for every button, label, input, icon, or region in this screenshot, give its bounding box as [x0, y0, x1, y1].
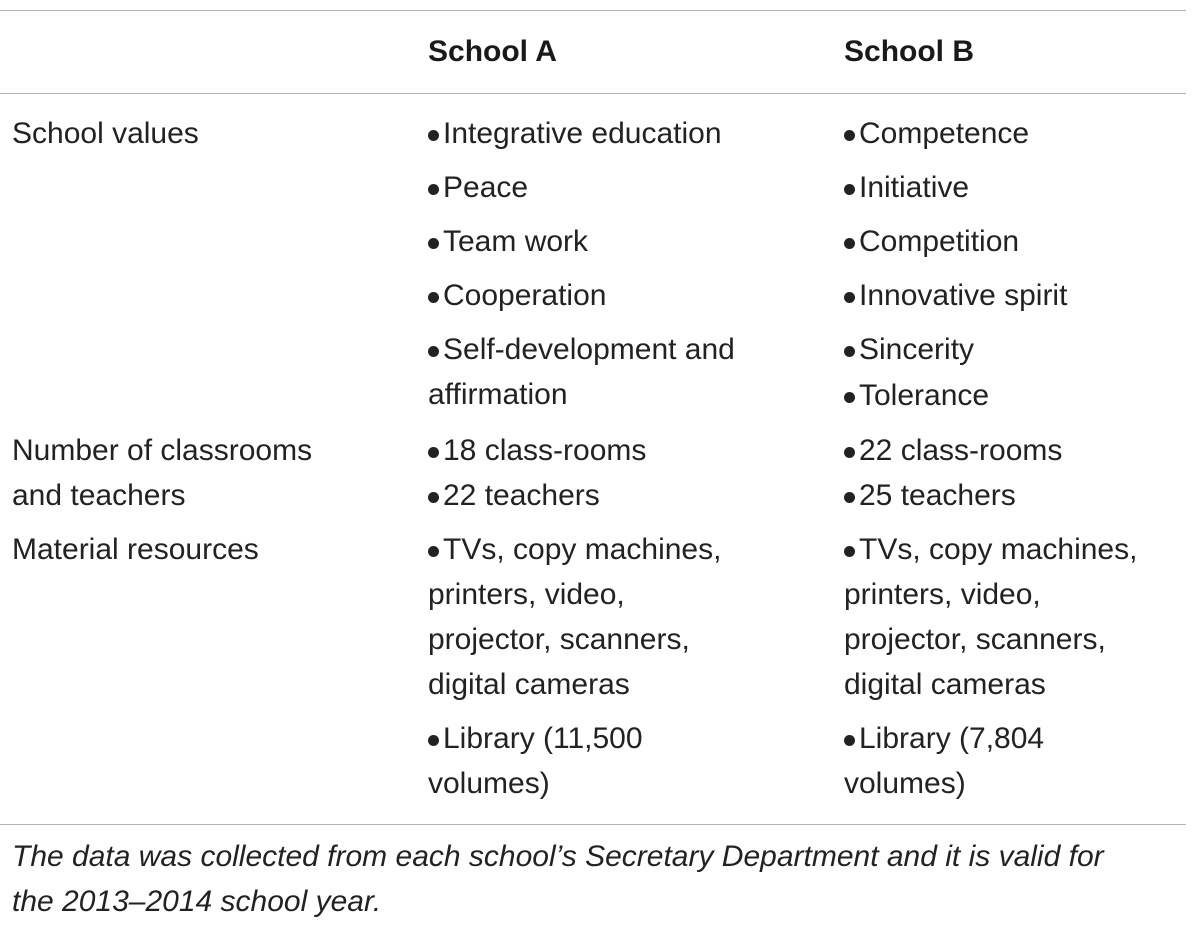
label-line: Material resources	[12, 533, 259, 566]
school-a-resources-list	[428, 527, 808, 806]
bullet-icon	[844, 735, 855, 746]
list-item: Peace	[428, 165, 808, 210]
bullet-icon	[428, 492, 439, 503]
list-item: Library (7,804 volumes)	[844, 722, 1045, 800]
school-b-resources-list	[844, 527, 1184, 806]
list-item: Tolerance	[844, 373, 1184, 418]
bullet-icon	[844, 346, 855, 357]
school-a-values-list	[428, 111, 808, 417]
school-b-classrooms-list	[844, 428, 1184, 518]
list-item: Competition	[844, 219, 1184, 264]
table-footnote	[12, 834, 1192, 924]
bullet-icon	[428, 447, 439, 458]
list-item: TVs, copy machines, printers, video, projector, scanners, digital cameras	[428, 533, 722, 701]
bullet-icon	[428, 735, 439, 746]
footnote-line: the 2013–2014 school year.	[12, 885, 382, 918]
list-item: Integrative education	[428, 111, 808, 156]
header-rule	[0, 93, 1186, 94]
bullet-icon	[428, 130, 439, 141]
list-item: Team work	[428, 219, 808, 264]
bullet-icon	[428, 292, 439, 303]
bullet-icon	[844, 292, 855, 303]
list-item: 18 class-rooms	[428, 428, 808, 473]
bullet-icon	[844, 184, 855, 195]
row-label-school-values	[12, 111, 392, 156]
list-item: Cooperation	[428, 273, 808, 318]
bullet-icon	[428, 346, 439, 357]
list-item: Competence	[844, 111, 1184, 156]
school-a-classrooms-list	[428, 428, 808, 518]
list-item: 25 teachers	[844, 473, 1184, 518]
bullet-icon	[844, 492, 855, 503]
bullet-icon	[844, 130, 855, 141]
header-school-b: School B	[844, 35, 975, 68]
school-b-values-list	[844, 111, 1184, 418]
bullet-icon	[844, 238, 855, 249]
bullet-icon	[844, 447, 855, 458]
label-line: School values	[12, 117, 199, 150]
bullet-icon	[844, 546, 855, 557]
label-line: Number of classrooms	[12, 434, 313, 467]
list-item: TVs, copy machines, printers, video, projector, scanners, digital cameras	[844, 533, 1138, 701]
list-item: Self-development and affirmation	[428, 333, 735, 411]
list-item: Initiative	[844, 165, 1184, 210]
row-label-material-resources	[12, 527, 392, 572]
footnote-line: The data was collected from each school’s Secretary Department and it is valid for	[12, 840, 1104, 873]
label-line: and teachers	[12, 479, 186, 512]
bullet-icon	[428, 184, 439, 195]
list-item: 22 teachers	[428, 473, 808, 518]
list-item: Sincerity	[844, 327, 1184, 372]
list-item: Library (11,500 volumes)	[428, 722, 643, 800]
list-item: 22 class-rooms	[844, 428, 1184, 473]
row-label-classrooms-teachers	[12, 428, 392, 518]
header-school-a: School A	[428, 35, 557, 68]
list-item: Innovative spirit	[844, 273, 1184, 318]
bullet-icon	[428, 546, 439, 557]
table-bottom-rule	[0, 824, 1186, 825]
bullet-icon	[844, 392, 855, 403]
table-top-rule	[0, 10, 1186, 11]
bullet-icon	[428, 238, 439, 249]
